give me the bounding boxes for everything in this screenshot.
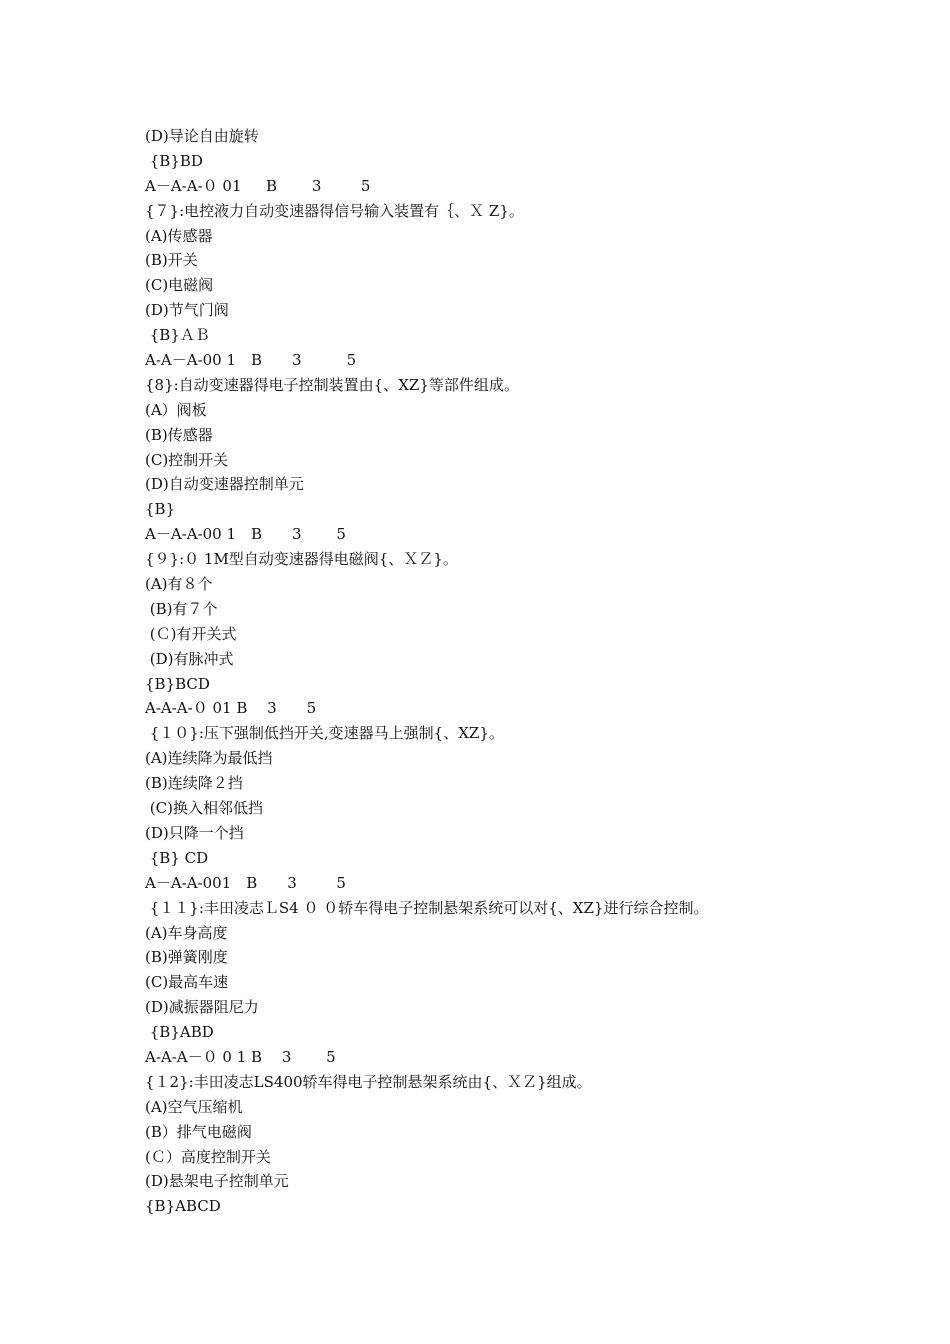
text-line: (C)电磁阀 bbox=[145, 276, 214, 295]
text-line: A－A-A-001 B 3 5 bbox=[145, 873, 346, 892]
text-line: A-A-A－０ 0 1 B 3 5 bbox=[145, 1047, 336, 1066]
text-line: {７}:电控液力自动变速器得信号输入装置有｛、Ｘ Z}。 bbox=[145, 201, 524, 220]
text-line: A－A-A-０ 01 B 3 5 bbox=[145, 176, 371, 195]
text-line: (D)节气门阀 bbox=[145, 301, 229, 320]
text-line: (A)传感器 bbox=[145, 226, 213, 245]
text-line: (C)换入相邻低挡 bbox=[145, 799, 263, 818]
text-line: A-A－A-00 1 B 3 5 bbox=[145, 351, 357, 370]
text-line: (A)有８个 bbox=[145, 575, 213, 594]
text-line: {B} bbox=[145, 500, 176, 519]
text-line: {B}ABD bbox=[145, 1023, 214, 1042]
text-line: {B} CD bbox=[145, 848, 209, 867]
text-line: (C)最高车速 bbox=[145, 973, 229, 992]
text-line: {１2}:丰田凌志LS400轿车得电子控制悬架系统由{、ＸＺ}组成。 bbox=[145, 1072, 592, 1091]
text-line: (B)开关 bbox=[145, 251, 198, 270]
text-line: {B}BD bbox=[145, 151, 203, 170]
text-line: (A）阀板 bbox=[145, 400, 207, 419]
text-line: (B)传感器 bbox=[145, 425, 213, 444]
text-line: {B}ABCD bbox=[145, 1197, 221, 1216]
text-line: {B}BCD bbox=[145, 674, 210, 693]
text-line: (B）排气电磁阀 bbox=[145, 1122, 252, 1141]
text-line: (D)减振器阻尼力 bbox=[145, 998, 259, 1017]
text-line: (Ｃ）高度控制开关 bbox=[145, 1147, 271, 1166]
text-line: {１１}:丰田凌志ＬS4 ０ ０轿车得电子控制悬架系统可以对{、XZ}进行综合控制。 bbox=[145, 898, 709, 917]
text-line: (A)连续降为最低挡 bbox=[145, 749, 273, 768]
text-line: A-A-A-０ 01 B 3 5 bbox=[145, 699, 317, 718]
text-line: (D)悬架电子控制单元 bbox=[145, 1172, 289, 1191]
text-line: (A)车身高度 bbox=[145, 923, 228, 942]
text-line: (D)导论自由旋转 bbox=[145, 127, 259, 145]
text-line: (D)只降一个挡 bbox=[145, 823, 244, 842]
text-line: {B}ＡＢ bbox=[145, 326, 210, 345]
text-line: {１０}:压下强制低挡开关,变速器马上强制{、XZ}。 bbox=[145, 724, 504, 743]
text-line: (Ｃ)有开关式 bbox=[145, 624, 237, 643]
text-line: (A)空气压缩机 bbox=[145, 1097, 243, 1116]
text-line: A－A-A-00 1 B 3 5 bbox=[145, 525, 346, 544]
text-line: {8}:自动变速器得电子控制装置由{、XZ}等部件组成。 bbox=[145, 375, 519, 394]
text-line: (B)连续降２挡 bbox=[145, 774, 243, 793]
text-line: {９}:０ 1M型自动变速器得电磁阀{、ＸＺ}。 bbox=[145, 550, 458, 569]
document-body bbox=[145, 124, 905, 1219]
text-line: (C)控制开关 bbox=[145, 450, 229, 469]
text-line: (D)自动变速器控制单元 bbox=[145, 475, 304, 494]
text-line: (B)有７个 bbox=[145, 599, 218, 618]
text-line: (B)弹簧刚度 bbox=[145, 948, 228, 967]
text-line: (D)有脉冲式 bbox=[145, 649, 234, 668]
